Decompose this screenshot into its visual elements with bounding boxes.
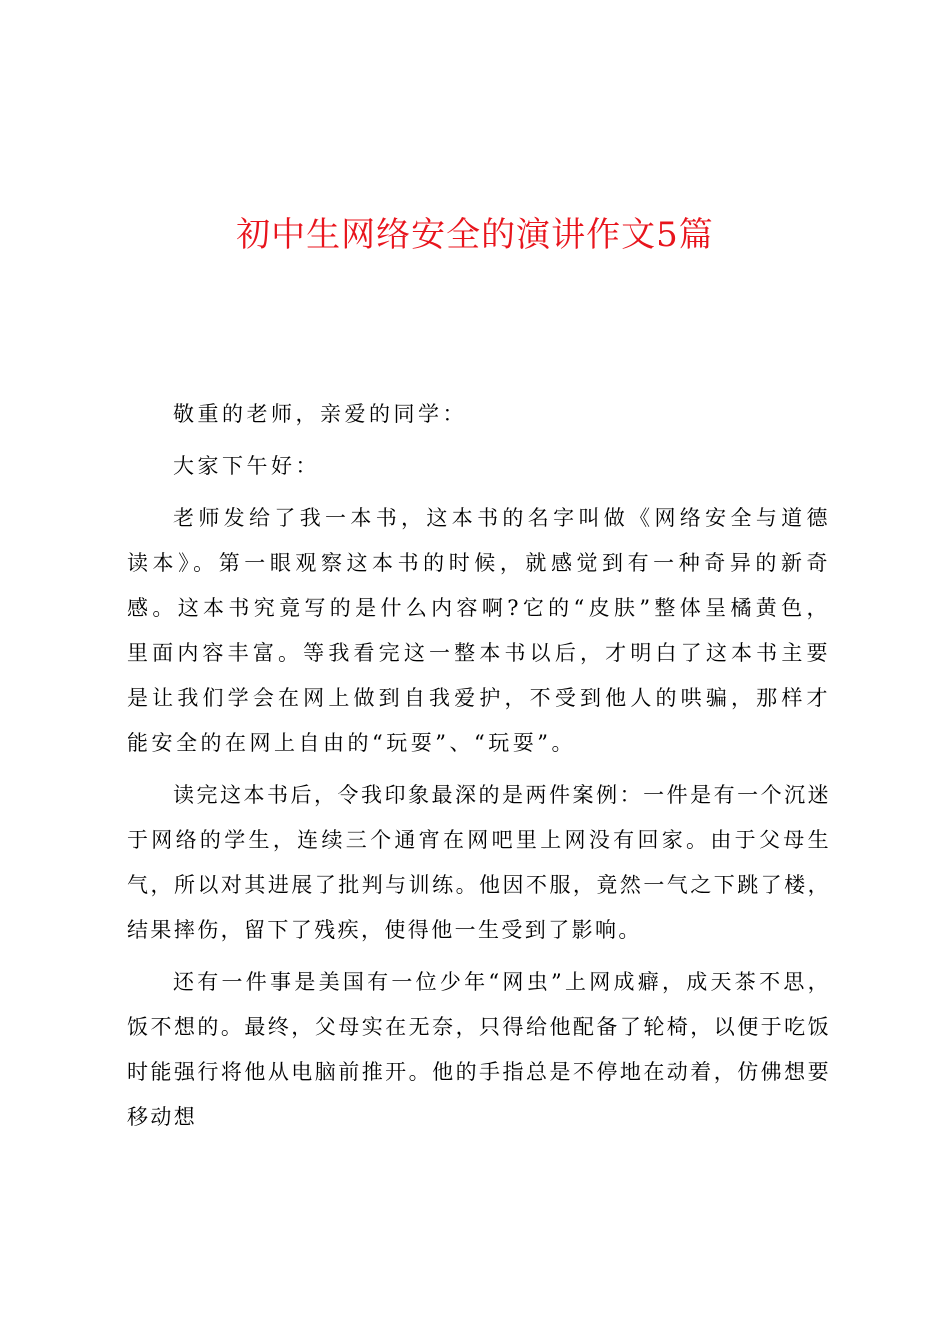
body-paragraph-2: 读完这本书后，令我印象最深的是两件案例：一件是有一个沉迷于网络的学生，连续三个通宵在网吧里上网没有回家。由于父母生气，所以对其进展了批判与训练。他因不服，竟然一气之下跳了楼，结果摔伤，留下了残疾，使得他一生受到了影响。 bbox=[127, 783, 831, 942]
document-body bbox=[127, 392, 831, 1147]
body-paragraph-1: 老师发给了我一本书，这本书的名字叫做《网络安全与道德读本》。第一眼观察这本书的时候，就感觉到有一种奇异的新奇感。这本书究竟写的是什么内容啊?它的“皮肤”整体呈橘黄色，里面内容丰富。等我看完这一整本书以后，才明白了这本书主要是让我们学会在网上做到自我爱护，不受到他人的哄骗，那样才能安全的在网上自由的“玩耍”、“玩耍”。 bbox=[127, 506, 831, 755]
document-title: 初中生网络安全的演讲作文5篇 bbox=[236, 215, 714, 255]
greeting: 大家下午好： bbox=[173, 454, 320, 478]
body-paragraph-3: 还有一件事是美国有一位少年“网虫”上网成癖，成天茶不思，饭不想的。最终，父母实在无奈，只得给他配备了轮椅，以便于吃饭时能强行将他从电脑前推开。他的手指总是不停地在动着，仿佛想要移动想 bbox=[127, 970, 831, 1129]
salutation: 敬重的老师，亲爱的同学： bbox=[173, 402, 467, 426]
